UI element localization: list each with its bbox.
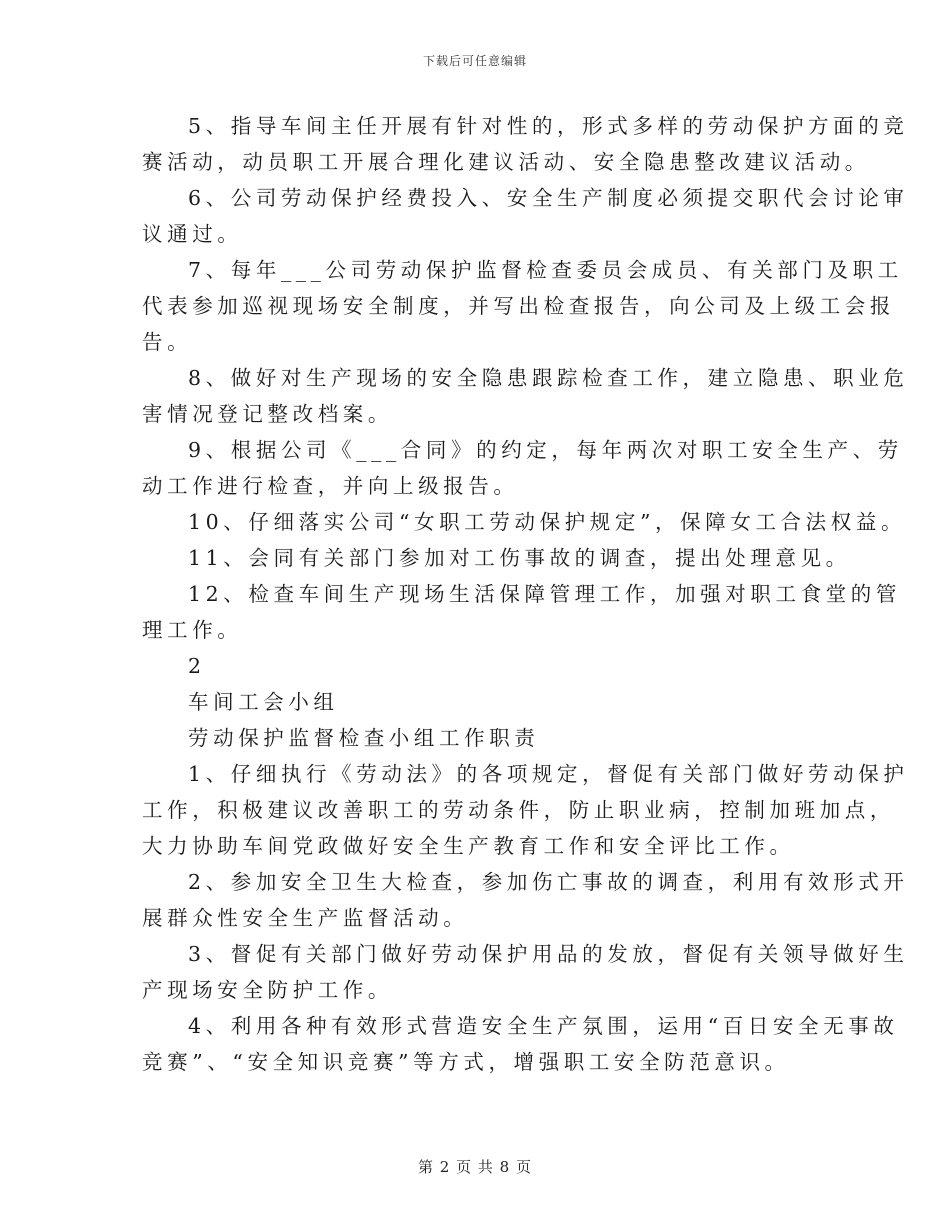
section-heading: 车间工会小组 [188, 690, 339, 714]
document-body [142, 108, 909, 1080]
paragraph-line: 理工作。 [142, 618, 243, 642]
paragraph-line: 议通过。 [142, 222, 243, 246]
paragraph-line: 3、督促有关部门做好劳动保护用品的发放，督促有关领导做好生 [188, 942, 909, 966]
section-subheading: 劳动保护监督检查小组工作职责 [188, 726, 540, 750]
page-header: 下载后可任意编辑 [422, 54, 527, 68]
paragraph-line: 9、根据公司《___合同》的约定，每年两次对职工安全生产、劳 [188, 438, 903, 462]
paragraph-line: 6、公司劳动保护经费投入、安全生产制度必须提交职代会讨论审 [188, 186, 909, 210]
paragraph-line: 工作，积极建议改善职工的劳动条件，防止职业病，控制加班加点， [142, 798, 895, 822]
paragraph-line: 7、每年___公司劳动保护监督检查委员会成员、有关部门及职工 [188, 258, 903, 282]
paragraph-line: 代表参加巡视现场安全制度，并写出检查报告，向公司及上级工会报 [142, 294, 895, 318]
paragraph-line: 4、利用各种有效形式营造安全生产氛围，运用“百日安全无事故 [188, 1014, 899, 1038]
paragraph-line: 赛活动，动员职工开展合理化建议活动、安全隐患整改建议活动。 [142, 150, 870, 174]
paragraph-line: 12、检查车间生产现场生活保障管理工作，加强对职工食堂的管 [188, 582, 901, 606]
paragraph-line: 5、指导车间主任开展有针对性的，形式多样的劳动保护方面的竞 [188, 114, 909, 138]
paragraph-line: 害情况登记整改档案。 [142, 402, 393, 426]
paragraph-line: 2、参加安全卫生大检查，参加伤亡事故的调查，利用有效形式开 [188, 870, 909, 894]
paragraph-line: 8、做好对生产现场的安全隐患跟踪检查工作，建立隐患、职业危 [188, 366, 909, 390]
paragraph-line: 展群众性安全生产监督活动。 [142, 906, 469, 930]
paragraph-line: 11、会同有关部门参加对工伤事故的调查，提出处理意见。 [188, 546, 851, 570]
paragraph-line: 动工作进行检查，并向上级报告。 [142, 474, 519, 498]
section-number: 2 [188, 654, 206, 678]
paragraph-line: 10、仔细落实公司“女职工劳动保护规定”，保障女工合法权益。 [188, 510, 907, 534]
page-number: 第 2 页 共 8 页 [418, 1158, 532, 1176]
paragraph-line: 大力协助车间党政做好安全生产教育工作和安全评比工作。 [142, 834, 795, 858]
paragraph-line: 1、仔细执行《劳动法》的各项规定，督促有关部门做好劳动保护 [188, 762, 909, 786]
paragraph-line: 告。 [142, 330, 193, 354]
paragraph-line: 竞赛”、“安全知识竞赛”等方式，增强职工安全防范意识。 [142, 1050, 790, 1074]
paragraph-line: 产现场安全防护工作。 [142, 978, 393, 1002]
